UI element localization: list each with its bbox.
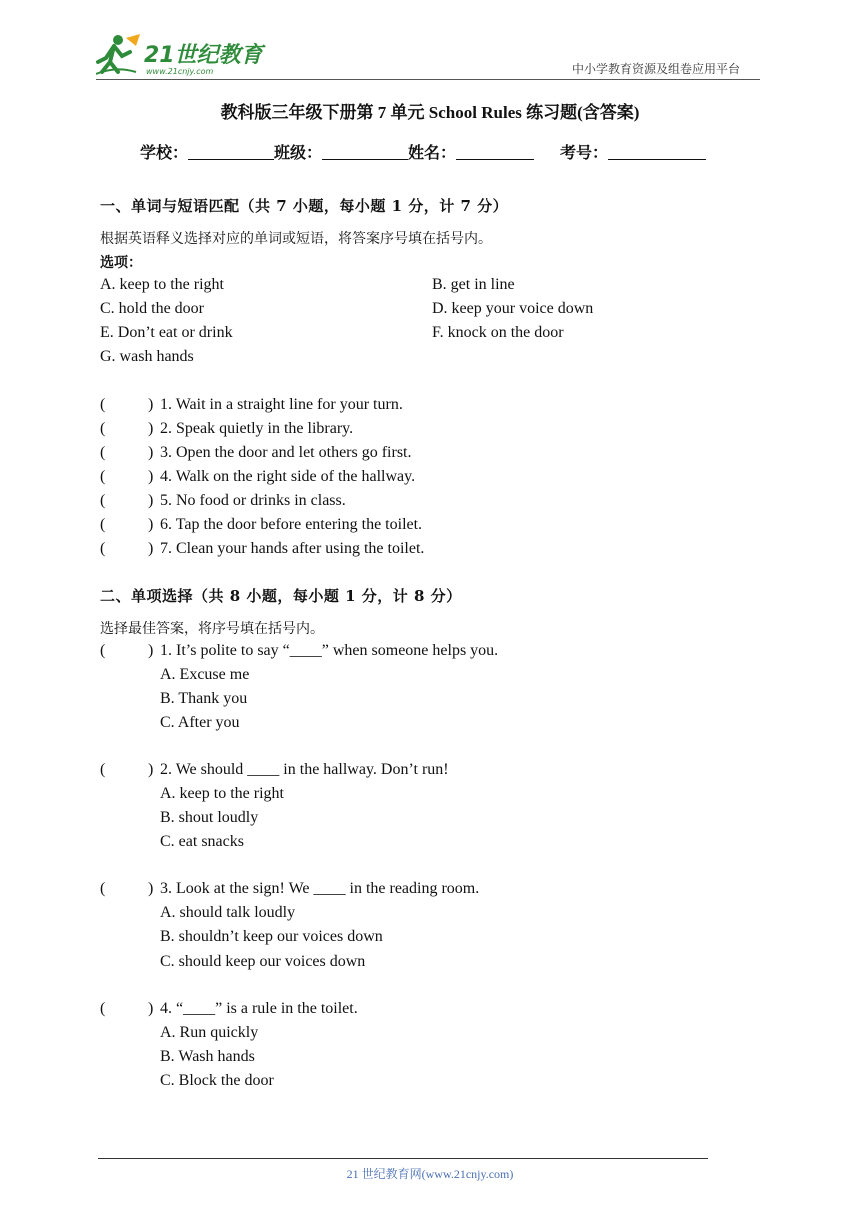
section1-instruction: 根据英语释义选择对应的单词或短语，将答案序号填在括号内。 [100,231,492,247]
answer-slot[interactable]: ) [148,420,154,437]
match-question: ( ) 3. Open the door and let others go first. [100,444,412,461]
section1-heading: 一、单词与短语匹配（共 7 小题，每小题 1 分，计 7 分） [100,197,509,215]
class-label: 班级： [274,143,323,162]
name-label: 姓名： [408,143,457,162]
option-f: F. knock on the door [432,324,564,341]
option-c: C. hold the door [100,300,204,317]
options-label: 选项： [100,255,142,271]
answer-slot[interactable]: ) [148,492,154,509]
school-label: 学校： [140,143,189,162]
answer-slot[interactable]: ) [148,540,154,557]
logo-url: www.21cnjy.com [146,67,214,76]
school-blank[interactable] [188,143,274,160]
option-e: E. Don’t eat or drink [100,324,233,341]
match-question: ( ) 6. Tap the door before entering the toilet. [100,516,423,533]
answer-slot[interactable]: ) [148,444,154,461]
answer-slot[interactable]: ) [148,396,154,413]
section2-instruction: 选择最佳答案，将序号填在括号内。 [100,621,324,637]
mc-choice: C. should keep our voices down [160,953,366,970]
option-b: B. get in line [432,276,515,293]
match-question: ( ) 2. Speak quietly in the library. [100,420,354,437]
answer-slot[interactable]: ) [148,761,154,778]
class-blank[interactable] [322,143,408,160]
number-label: 考号： [560,143,609,162]
logo-text: 21世纪教育 [144,43,263,68]
match-question: ( ) 4. Walk on the right side of the hallway. [100,468,416,485]
mc-choice: B. Wash hands [160,1048,255,1065]
mc-choice: B. shout loudly [160,809,259,826]
section2-heading: 二、单项选择（共 8 小题，每小题 1 分，计 8 分） [100,587,462,605]
footer-link[interactable]: 21 世纪教育网(www.21cnjy.com) [346,1167,514,1181]
mc-question: ( ) 4. “____” is a rule in the toilet. [100,1000,358,1017]
mc-question: ( ) 3. Look at the sign! We ____ in the reading room. [100,880,480,897]
mc-choice: A. keep to the right [160,785,284,802]
mc-choice: B. shouldn’t keep our voices down [160,928,383,945]
mc-choice: A. Excuse me [160,666,250,683]
footer-divider [98,1158,708,1159]
match-question: ( ) 7. Clean your hands after using the toilet. [100,540,425,557]
answer-slot[interactable]: ) [148,880,154,897]
option-d: D. keep your voice down [432,300,594,317]
mc-question: ( ) 2. We should ____ in the hallway. Don’t run! [100,761,449,778]
student-info-line [140,140,706,163]
answer-slot[interactable]: ) [148,1000,154,1017]
header-platform-text: 中小学教育资源及组卷应用平台 [572,62,741,76]
site-logo [96,32,266,78]
mc-choice: C. eat snacks [160,833,244,850]
mc-question: ( ) 1. It’s polite to say “____” when someone helps you. [100,642,499,659]
match-question: ( ) 1. Wait in a straight line for your turn. [100,396,403,413]
name-blank[interactable] [456,143,534,160]
mc-choice: C. After you [160,714,240,731]
option-a: A. keep to the right [100,276,224,293]
document-title: 教科版三年级下册第 7 单元 School Rules 练习题(含答案) [220,103,640,122]
answer-slot[interactable]: ) [148,468,154,485]
mc-choice: B. Thank you [160,690,248,707]
runner-logo-icon [96,32,266,78]
match-question: ( ) 5. No food or drinks in class. [100,492,346,509]
mc-choice: A. Run quickly [160,1024,259,1041]
option-g: G. wash hands [100,348,194,365]
number-blank[interactable] [608,143,706,160]
answer-slot[interactable]: ) [148,516,154,533]
mc-choice: A. should talk loudly [160,904,296,921]
header-divider [96,79,760,80]
mc-choice: C. Block the door [160,1072,274,1089]
answer-slot[interactable]: ) [148,642,154,659]
